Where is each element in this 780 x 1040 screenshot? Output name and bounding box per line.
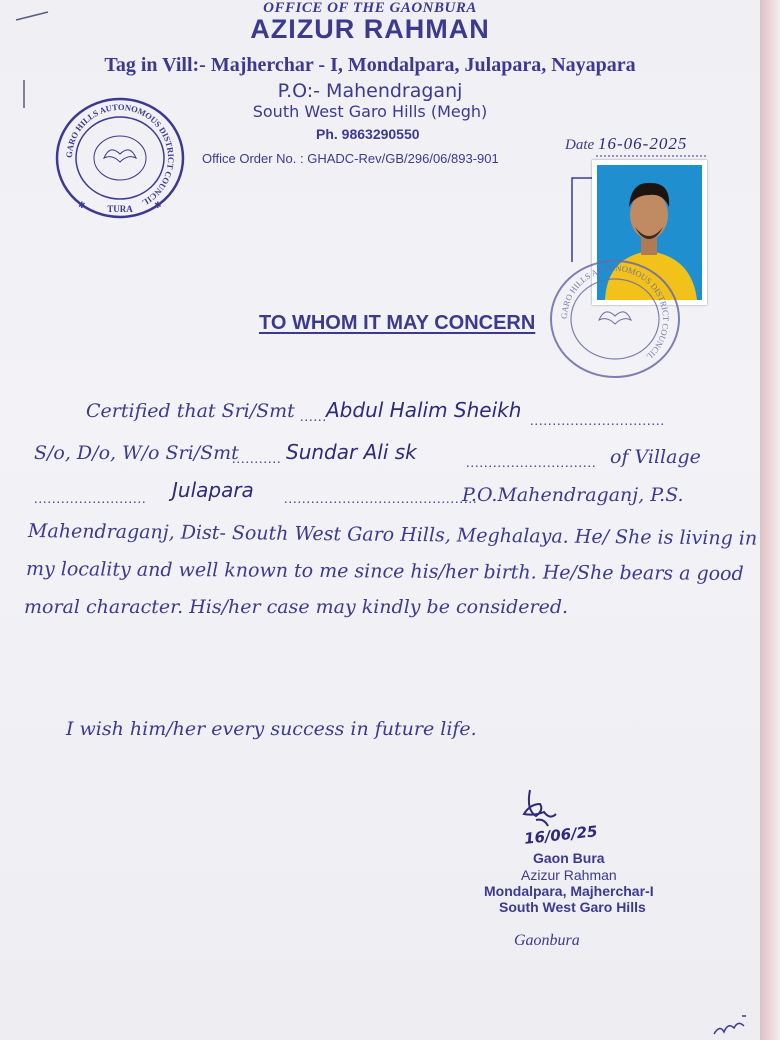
dotted-leader: .............................. [530,414,665,429]
svg-text:TURA: TURA [107,204,133,214]
dotted-leader: ........... [232,452,282,467]
council-seal-icon [54,96,186,220]
dotted-leader: ............................. [466,456,597,471]
post-office: P.O:- Mahendraganj [277,80,463,102]
body-line-locality: my locality and well known to me since his/her birth. He/She bears a good [25,558,744,586]
office-of-label: OFFICE OF THE GAONBURA [263,0,477,16]
po-ps-text: P.O.Mahendraganj, P.S. [462,484,684,506]
svg-text:✱: ✱ [78,200,86,210]
pen-scribble [712,1010,762,1038]
signature-name: Azizur Rahman [521,867,617,883]
paper-edge [760,0,780,1040]
dotted-leader: ........................................... [284,492,478,507]
dotted-leader: ......................... [34,492,147,507]
council-stamp-icon [545,256,685,382]
date-label: Date [565,137,595,153]
certified-prefix: Certified that Sri/Smt [86,400,295,422]
svg-text:GARO HILLS AUTONOMOUS DISTRICT: GARO HILLS AUTONOMOUS DISTRICT COUNCIL [63,101,177,208]
of-village-label: of Village [610,446,701,468]
signature-address: Mondalpara, Majherchar-I [484,883,654,899]
date-value: 16-06-2025 [598,134,688,153]
document-title: TO WHOM IT MAY CONCERN [259,312,536,334]
wish-line: I wish him/her every success in future life. [66,718,477,740]
relation-prefix: S/o, D/o, W/o Sri/Smt [34,442,239,464]
phone-number: Ph. 9863290550 [316,126,420,142]
district-line: South West Garo Hills (Megh) [252,102,488,121]
signature-role: Gaon Bura [533,850,605,866]
village-name: Julapara [172,478,254,502]
svg-text:✱: ✱ [154,200,162,210]
signature-date: 16/06/25 [523,822,599,848]
dotted-leader: ...... [300,410,327,425]
tag-villages: Tag in Vill:- Majherchar - I, Mondalpara, Julapara, Nayapara [104,54,636,76]
date-underline [596,154,706,158]
body-line-district: Mahendraganj, Dist- South West Garo Hills, Meghalaya. He/ She is living in [27,520,758,550]
father-name: Sundar Ali sk [286,440,417,464]
gaonbura-footer: Gaonbura [514,932,580,949]
signature-district: South West Garo Hills [499,899,646,915]
office-order-number: Office Order No. : GHADC-Rev/GB/296/06/893-901 [202,151,499,166]
applicant-name: Abdul Halim Sheikh [326,398,522,422]
svg-text:GARO HILLS AUTONOMOUS DISTRICT: GARO HILLS AUTONOMOUS DISTRICT COUNCIL [558,262,672,362]
body-line-character: moral character. His/her case may kindly be considered. [24,596,569,618]
gaonbura-name-heading: AZIZUR RAHMAN [250,14,490,44]
